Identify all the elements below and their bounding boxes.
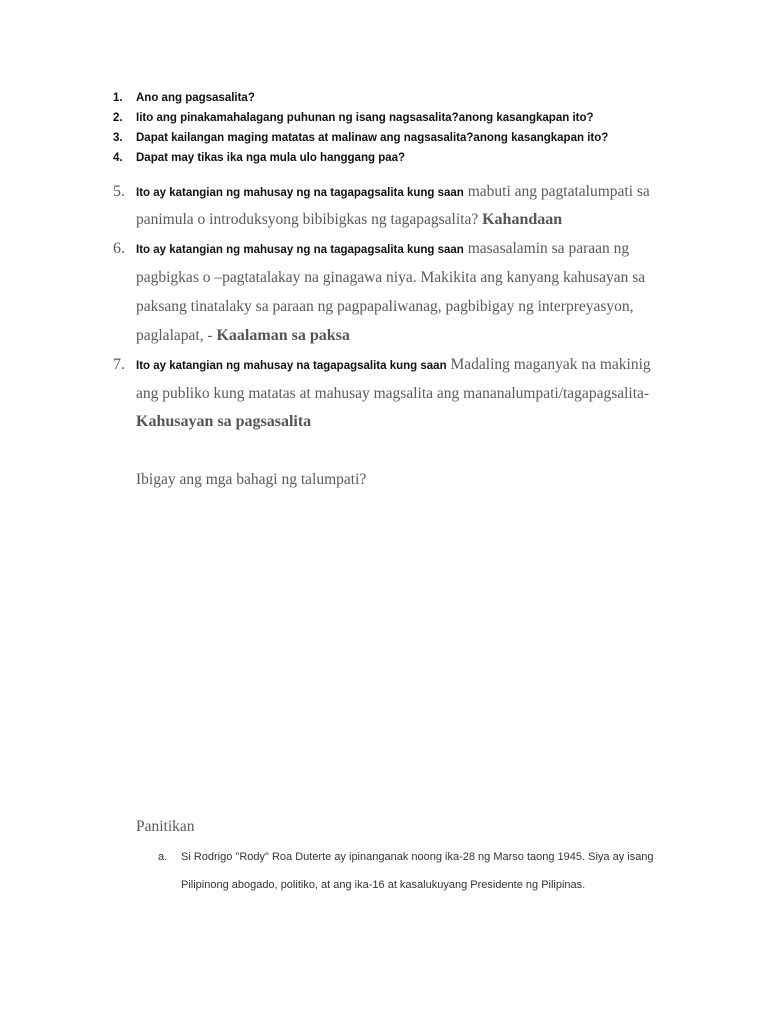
list-number: 1.: [113, 92, 123, 104]
prompt-text: Ibigay ang mga bahagi ng talumpati?: [136, 471, 367, 488]
item-line: [136, 413, 311, 431]
item-text: pagbigkas o –pagtatalakay na ginagawa niya. Makikita ang kanyang kahusayan sa: [136, 269, 646, 286]
item-prefix: Ito ay katangian ng mahusay ng na tagapagsalita kung saan: [136, 187, 464, 199]
item-line: [136, 356, 651, 374]
item-text: paglalapat, -: [136, 327, 213, 344]
paragraph-line: Si Rodrigo "Rody" Roa Duterte ay ipinanganak noong ika-28 ng Marso taong 1945. Siya ay isang: [181, 851, 654, 863]
answer-text: Kahandaan: [482, 211, 563, 228]
item-number: 5.: [113, 183, 125, 200]
list-number: 3.: [113, 132, 123, 144]
question-list: [113, 92, 753, 172]
item-text: paksang tinatalaky sa paraan ng pagpapaliwanag, pagbibigay ng interpreyasyon,: [136, 298, 634, 315]
answer-text: Kaalaman sa paksa: [216, 327, 350, 344]
item-line: [136, 211, 562, 229]
item-line: [136, 183, 650, 201]
item-text: masasalamin sa paraan ng: [467, 240, 630, 257]
item-line: [136, 298, 634, 316]
list-text: Dapat may tikas ika nga mula ulo hanggang paa?: [136, 152, 406, 164]
numbered-item-7: [113, 356, 713, 436]
item-text: panimula o introduksyong bibibigkas ng tagapagsalita?: [136, 211, 479, 228]
list-number: 4.: [113, 152, 123, 164]
item-number: 6.: [113, 240, 125, 257]
item-line: [136, 385, 649, 403]
list-item: [113, 92, 753, 112]
list-item: [113, 132, 753, 152]
item-line: [136, 327, 350, 345]
item-text: mabuti ang pagtatalumpati sa: [467, 183, 650, 200]
item-line: [136, 240, 629, 258]
item-prefix: Ito ay katangian ng mahusay ng na tagapagsalita kung saan: [136, 244, 464, 256]
list-item: [113, 112, 753, 132]
answer-text: Kahusayan sa pagsasalita: [136, 413, 312, 430]
item-number: 7.: [113, 356, 125, 373]
list-marker: a.: [158, 851, 168, 863]
item-text: ang publiko kung matatas at mahusay magsalita ang mananalumpati/tagapagsalita-: [136, 385, 650, 402]
section-heading: Panitikan: [136, 818, 195, 835]
paragraph-line: Pilipinong abogado, politiko, at ang ika-16 at kasalukuyang Presidente ng Pilipinas.: [181, 879, 586, 891]
list-item: [113, 152, 753, 172]
list-number: 2.: [113, 112, 123, 124]
list-text: Dapat kailangan maging matatas at malinaw ang nagsasalita?anong kasangkapan ito?: [136, 132, 609, 144]
item-text: Madaling maganyak na makinig: [450, 356, 651, 373]
item-line: [136, 269, 645, 287]
numbered-item-6: [113, 240, 713, 350]
list-text: Iito ang pinakamahalagang puhunan ng isang nagsasalita?anong kasangkapan ito?: [136, 112, 594, 124]
list-text: Ano ang pagsasalita?: [136, 92, 255, 104]
numbered-item-5: [113, 183, 713, 243]
item-prefix: Ito ay katangian ng mahusay na tagapagsalita kung saan: [136, 360, 447, 372]
